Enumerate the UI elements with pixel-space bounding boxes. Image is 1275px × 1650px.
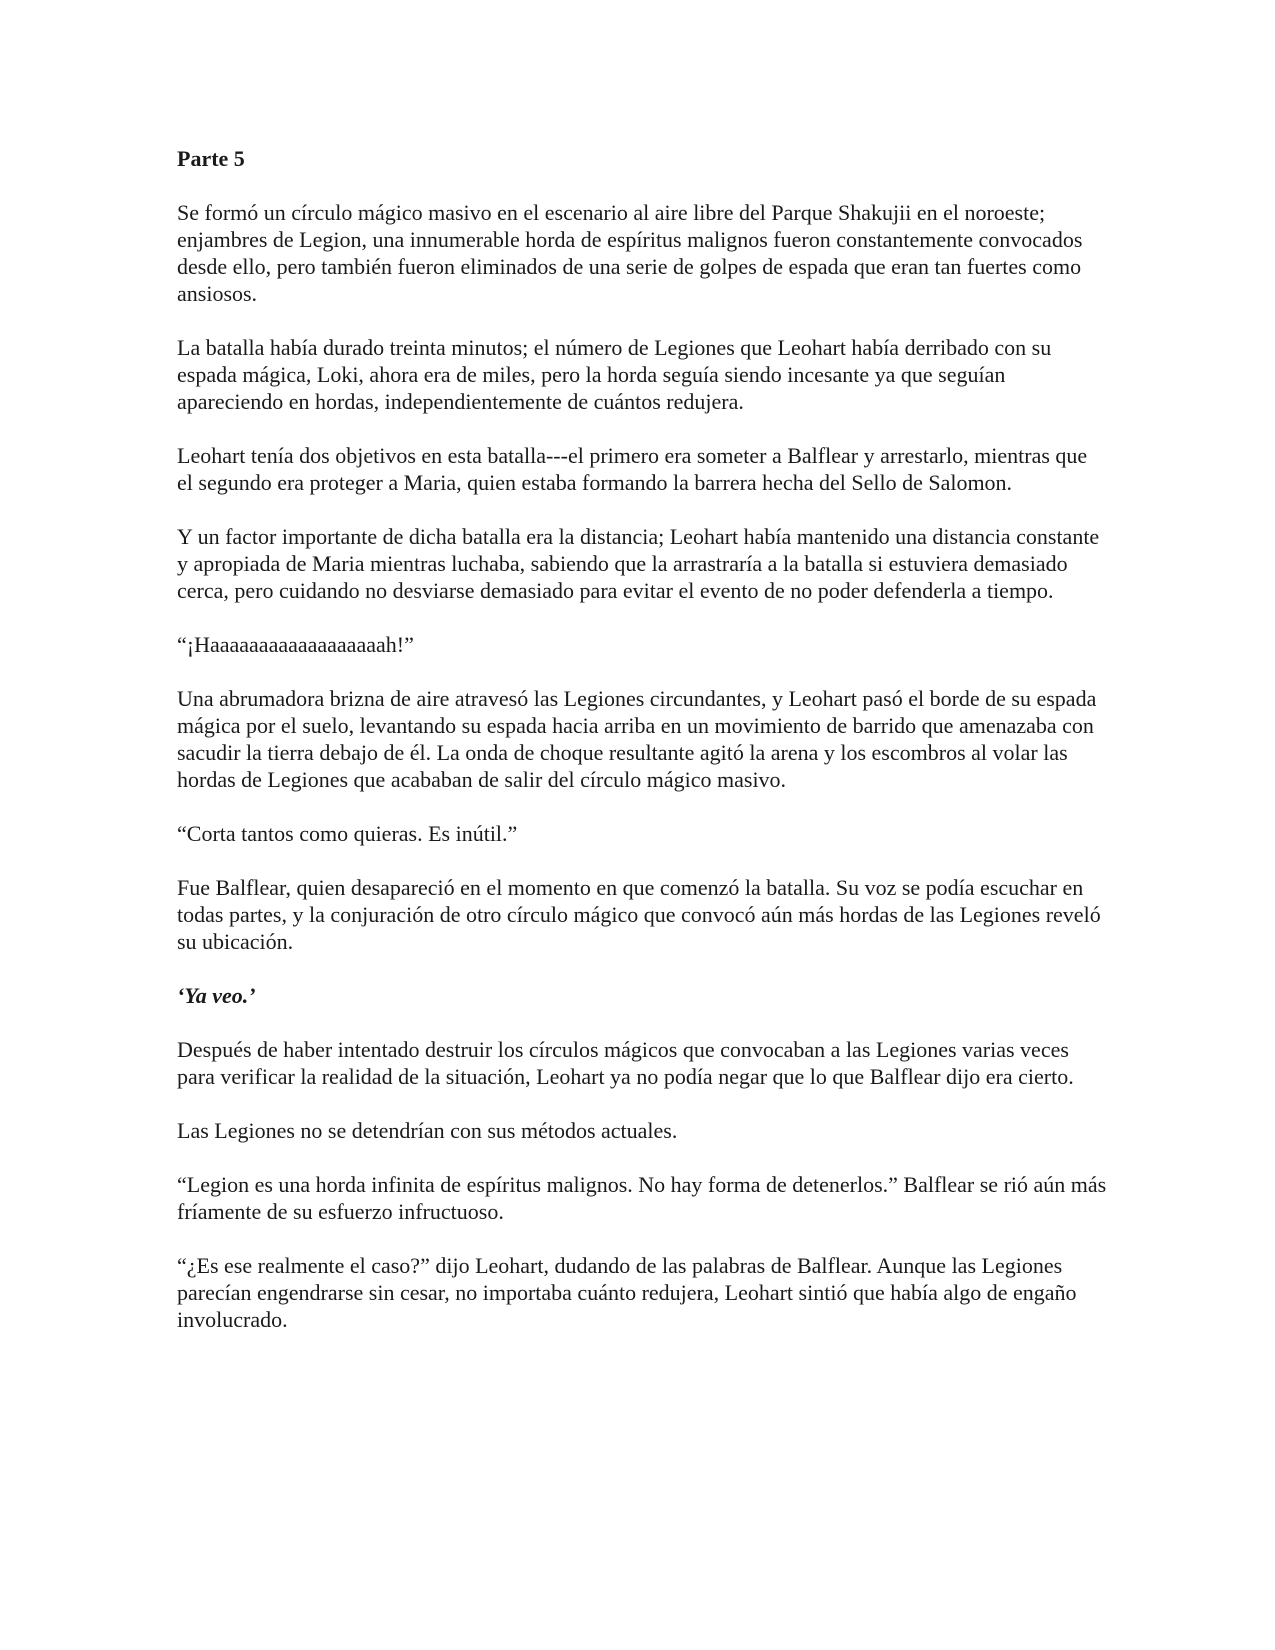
paragraph: Fue Balflear, quien desapareció en el momento en que comenzó la batalla. Su voz se podía escuchar en todas partes, y la conjuración de otro círculo mágico que convocó aún más hordas de las Legiones reveló su ubicación. (177, 875, 1101, 954)
document-page (177, 145, 1107, 1360)
paragraph: Se formó un círculo mágico masivo en el escenario al aire libre del Parque Shakujii en el noroeste; enjambres de Legion, una innumerable horda de espíritus malignos fueron constantemente convocados desde ello, pero también fueron eliminados de una serie de golpes de espada que eran tan fuertes como ansiosos. (177, 200, 1083, 306)
paragraph: La batalla había durado treinta minutos; el número de Legiones que Leohart había derribado con su espada mágica, Loki, ahora era de miles, pero la horda seguía siendo incesante ya que seguían apareciendo en hordas, independientemente de cuántos redujera. (177, 335, 1052, 414)
paragraph: Leohart tenía dos objetivos en esta batalla---el primero era someter a Balflear y arrestarlo, mientras que el segundo era proteger a Maria, quien estaba formando la barrera hecha del Sello de Salomon. (177, 443, 1088, 495)
paragraph: Una abrumadora brizna de aire atravesó las Legiones circundantes, y Leohart pasó el borde de su espada mágica por el suelo, levantando su espada hacia arriba en un movimiento de barrido que amenazaba con sacudir la tierra debajo de él. La onda de choque resultante agitó la arena y los escombros al volar las hordas de Legiones que acababan de salir del círculo mágico masivo. (177, 686, 1097, 792)
inner-thought: ‘Ya veo.’ (177, 983, 256, 1008)
paragraph: Y un factor importante de dicha batalla era la distancia; Leohart había mantenido una distancia constante y apropiada de Maria mientras luchaba, sabiendo que la arrastraría a la batalla si estuviera demasiado cerca, pero cuidando no desviarse demasiado para evitar el evento de no poder defenderla a tiempo. (177, 524, 1100, 603)
chapter-heading: Parte 5 (177, 146, 245, 171)
paragraph: Después de haber intentado destruir los círculos mágicos que convocaban a las Legiones varias veces para verificar la realidad de la situación, Leohart ya no podía negar que lo que Balflear dijo era cierto. (177, 1037, 1074, 1089)
dialogue-line: “Corta tantos como quieras. Es inútil.” (177, 821, 518, 846)
dialogue-paragraph: “¿Es ese realmente el caso?” dijo Leohart, dudando de las palabras de Balflear. Aunque las Legiones parecían engendrarse sin cesar, no importaba cuánto redujera, Leohart sintió que había algo de engaño involucrado. (177, 1253, 1077, 1332)
dialogue-paragraph: “Legion es una horda infinita de espíritus malignos. No hay forma de detenerlos.” Balflear se rió aún más fríamente de su esfuerzo infructuoso. (177, 1172, 1107, 1224)
dialogue-line: “¡Haaaaaaaaaaaaaaaaaah!” (177, 632, 414, 657)
paragraph: Las Legiones no se detendrían con sus métodos actuales. (177, 1118, 678, 1143)
